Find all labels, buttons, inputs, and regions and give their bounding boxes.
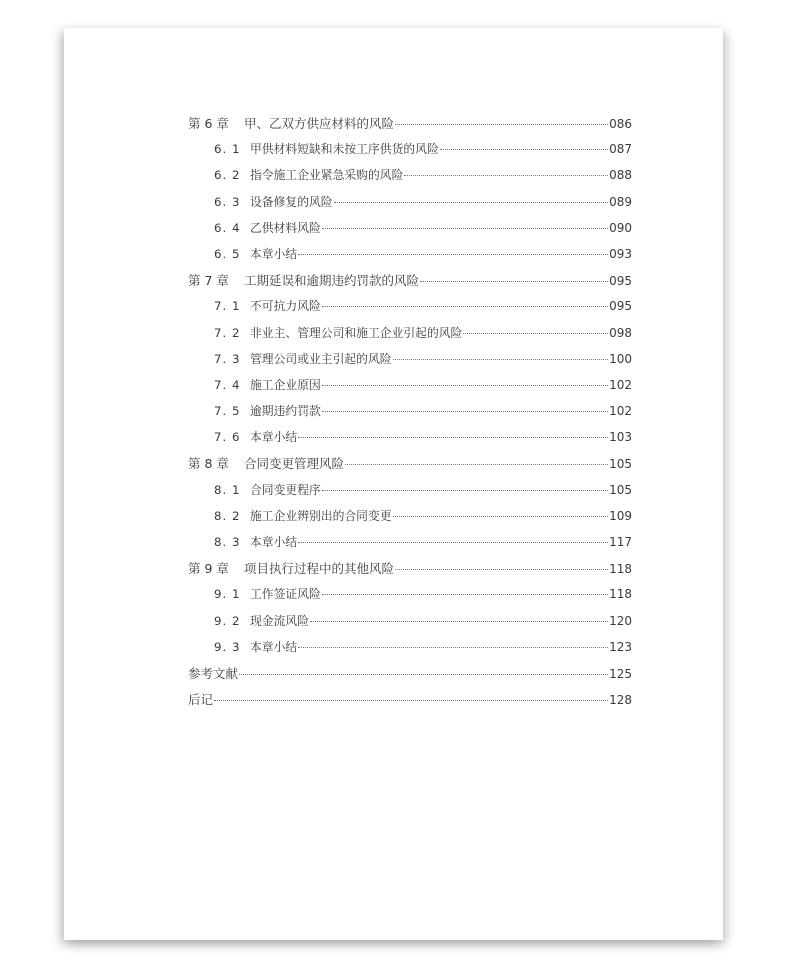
dot-leader <box>310 621 608 622</box>
page-number: 086 <box>609 117 632 131</box>
toc-section <box>188 324 632 350</box>
chapter-number: 第 7 章 <box>188 273 229 289</box>
section-title: 逾期违约罚款 <box>250 404 321 419</box>
toc-section <box>188 481 632 507</box>
page-number: 117 <box>609 535 632 549</box>
section-title: 本章小结 <box>250 639 298 654</box>
page-number: 125 <box>609 666 632 681</box>
section-title: 本章小结 <box>250 535 298 549</box>
dot-leader <box>345 464 608 465</box>
page-number: 087 <box>609 142 632 157</box>
section-title: 甲供材料短缺和未按工序供货的风险 <box>250 142 439 157</box>
section-number: 9. 3 <box>214 639 241 654</box>
toc-section <box>188 350 632 376</box>
section-title: 本章小结 <box>250 246 298 261</box>
page-number: 098 <box>609 325 632 340</box>
dot-leader <box>322 306 608 307</box>
toc-chapter-8 <box>188 454 632 480</box>
chapter-title: 项目执行过程中的其他风险 <box>244 561 395 577</box>
toc-section <box>188 193 632 219</box>
references-title: 参考文献 <box>188 665 239 681</box>
dot-leader <box>298 542 608 543</box>
toc-section <box>188 376 632 402</box>
toc-references <box>188 664 632 690</box>
dot-leader <box>393 359 609 360</box>
section-title: 非业主、管理公司和施工企业引起的风险 <box>250 325 463 340</box>
section-number: 7. 5 <box>214 404 241 419</box>
section-number: 6. 3 <box>214 194 241 209</box>
chapter-title: 工期延误和逾期违约罚款的风险 <box>244 273 420 289</box>
page-number: 095 <box>609 299 632 314</box>
page-number: 118 <box>609 587 632 602</box>
page-number: 118 <box>609 562 632 577</box>
section-title: 设备修复的风险 <box>250 194 333 209</box>
toc-chapter-6 <box>188 114 632 140</box>
page-number: 088 <box>609 168 632 183</box>
dot-leader <box>298 647 608 648</box>
dot-leader <box>214 700 608 701</box>
toc-section <box>188 585 632 611</box>
page-number: 093 <box>609 246 632 261</box>
page-number: 128 <box>609 693 632 708</box>
section-number: 7. 3 <box>214 351 241 366</box>
section-number: 6. 2 <box>214 168 241 183</box>
section-number: 8. 2 <box>214 508 241 523</box>
dot-leader <box>298 437 608 438</box>
toc-section <box>188 638 632 664</box>
dot-leader <box>322 385 608 386</box>
section-number: 9. 2 <box>214 613 241 628</box>
dot-leader <box>393 516 609 517</box>
section-title: 本章小结 <box>250 430 298 445</box>
page-number: 090 <box>609 220 632 235</box>
toc-chapter-7 <box>188 271 632 297</box>
dot-leader <box>395 124 608 125</box>
toc-section <box>188 245 632 271</box>
section-title: 施工企业辨别出的合同变更 <box>250 508 392 523</box>
toc-section <box>188 428 632 454</box>
chapter-number: 第 8 章 <box>188 456 229 472</box>
chapter-title: 甲、乙双方供应材料的风险 <box>244 116 395 131</box>
toc-chapter-9 <box>188 559 632 585</box>
section-number: 6. 1 <box>214 142 241 157</box>
section-number: 7. 4 <box>214 377 241 392</box>
dot-leader <box>322 228 608 229</box>
section-title: 合同变更程序 <box>250 482 321 497</box>
toc-section <box>188 219 632 245</box>
section-number: 7. 6 <box>214 430 241 445</box>
dot-leader <box>239 674 608 675</box>
chapter-number: 第 9 章 <box>188 561 229 577</box>
toc-section <box>188 297 632 323</box>
dot-leader <box>334 202 609 203</box>
section-title: 不可抗力风险 <box>250 299 321 314</box>
dot-leader <box>322 490 608 491</box>
page-number: 120 <box>609 613 632 628</box>
section-number: 7. 2 <box>214 325 241 340</box>
section-title: 工作签证风险 <box>250 587 321 602</box>
toc-section <box>188 140 632 166</box>
section-title: 施工企业原因 <box>250 377 321 392</box>
book-page <box>64 28 723 940</box>
section-number: 8. 1 <box>214 482 241 497</box>
toc-afterword <box>188 690 632 716</box>
section-number: 6. 4 <box>214 220 241 235</box>
section-title: 指令施工企业紧急采购的风险 <box>250 168 404 183</box>
dot-leader <box>395 569 608 570</box>
section-number: 9. 1 <box>214 587 241 602</box>
section-number: 8. 3 <box>214 535 241 549</box>
dot-leader <box>322 411 608 412</box>
toc-section <box>188 166 632 192</box>
section-number: 7. 1 <box>214 299 241 314</box>
dot-leader <box>298 254 608 255</box>
section-number: 6. 5 <box>214 246 241 261</box>
toc-section <box>188 612 632 638</box>
afterword-title: 后记 <box>188 692 214 708</box>
section-title: 管理公司或业主引起的风险 <box>250 351 392 366</box>
page-number: 105 <box>609 482 632 497</box>
section-title: 现金流风险 <box>250 613 309 628</box>
chapter-number: 第 6 章 <box>188 116 229 131</box>
toc-section <box>188 507 632 533</box>
dot-leader <box>420 281 608 282</box>
table-of-contents <box>188 114 632 716</box>
dot-leader <box>463 333 608 334</box>
page-number: 109 <box>609 508 632 523</box>
toc-section <box>188 533 632 559</box>
page-number: 102 <box>609 404 632 419</box>
page-number: 089 <box>609 194 632 209</box>
chapter-title: 合同变更管理风险 <box>244 456 345 472</box>
page-number: 100 <box>609 351 632 366</box>
page-number: 095 <box>609 274 632 289</box>
dot-leader <box>440 149 608 150</box>
page-number: 123 <box>609 639 632 654</box>
dot-leader <box>404 175 608 176</box>
dot-leader <box>322 594 608 595</box>
page-number: 102 <box>609 377 632 392</box>
page-number: 105 <box>609 457 632 472</box>
section-title: 乙供材料风险 <box>250 220 321 235</box>
toc-section <box>188 402 632 428</box>
page-number: 103 <box>609 430 632 445</box>
